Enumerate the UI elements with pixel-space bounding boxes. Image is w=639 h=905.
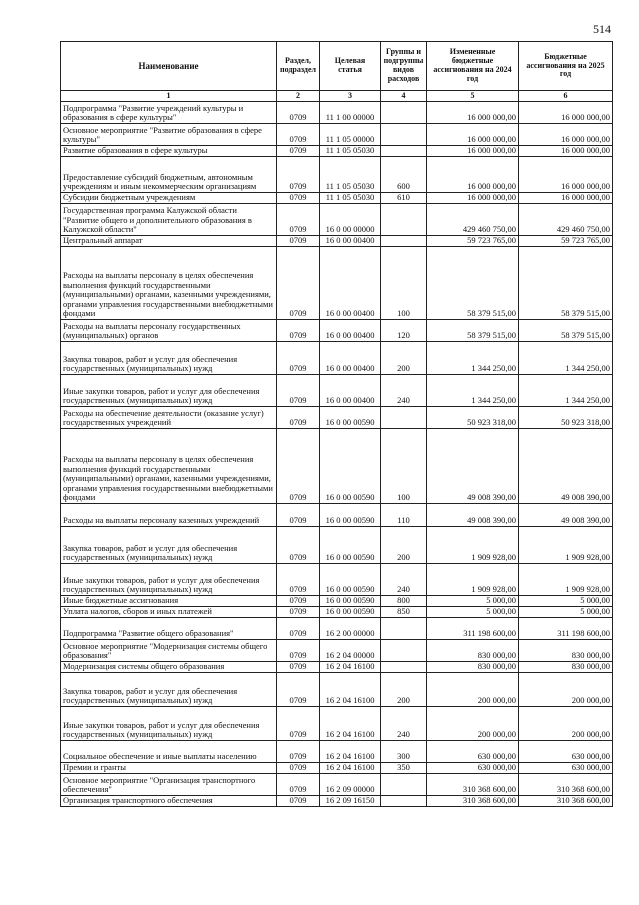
column-number: 5 xyxy=(427,91,519,102)
row-name: Иные закупки товаров, работ и услуг для обеспечения государственных (муниципальных) нужд xyxy=(61,375,277,407)
row-name: Расходы на обеспечение деятельности (оказание услуг) государственных учреждений xyxy=(61,407,277,429)
row-target-article: 16 0 00 00590 xyxy=(320,596,381,607)
row-expense-group: 240 xyxy=(381,564,427,596)
row-expense-group: 100 xyxy=(381,247,427,320)
row-amount-2024: 50 923 318,00 xyxy=(427,407,519,429)
row-target-article: 16 0 00 00590 xyxy=(320,429,381,504)
column-number: 3 xyxy=(320,91,381,102)
row-name: Иные закупки товаров, работ и услуг для обеспечения государственных (муниципальных) нужд xyxy=(61,564,277,596)
row-target-article: 11 1 05 05030 xyxy=(320,157,381,193)
header-row xyxy=(61,42,613,91)
column-number: 4 xyxy=(381,91,427,102)
table-row xyxy=(61,673,613,707)
row-amount-2024: 429 460 750,00 xyxy=(427,204,519,236)
row-amount-2024: 16 000 000,00 xyxy=(427,193,519,204)
row-section: 0709 xyxy=(277,763,320,774)
row-amount-2024: 16 000 000,00 xyxy=(427,124,519,146)
row-name: Расходы на выплаты персоналу государственных (муниципальных) органов xyxy=(61,320,277,342)
row-section: 0709 xyxy=(277,662,320,673)
row-section: 0709 xyxy=(277,342,320,375)
row-name: Подпрограмма "Развитие общего образования" xyxy=(61,618,277,640)
row-amount-2024: 58 379 515,00 xyxy=(427,320,519,342)
table-row xyxy=(61,204,613,236)
row-expense-group xyxy=(381,618,427,640)
row-target-article: 16 2 04 16100 xyxy=(320,741,381,763)
row-target-article: 11 1 00 00000 xyxy=(320,102,381,124)
row-target-article: 16 2 00 00000 xyxy=(320,618,381,640)
row-amount-2025: 830 000,00 xyxy=(519,662,613,673)
row-expense-group: 240 xyxy=(381,707,427,741)
row-amount-2025: 58 379 515,00 xyxy=(519,320,613,342)
row-expense-group xyxy=(381,236,427,247)
row-name: Модернизация системы общего образования xyxy=(61,662,277,673)
row-amount-2025: 630 000,00 xyxy=(519,763,613,774)
row-amount-2025: 50 923 318,00 xyxy=(519,407,613,429)
table-row xyxy=(61,407,613,429)
column-number: 1 xyxy=(61,91,277,102)
row-section: 0709 xyxy=(277,146,320,157)
table-row xyxy=(61,774,613,796)
row-name: Иные бюджетные ассигнования xyxy=(61,596,277,607)
row-target-article: 16 0 00 00400 xyxy=(320,342,381,375)
row-amount-2025: 830 000,00 xyxy=(519,640,613,662)
row-amount-2025: 1 909 928,00 xyxy=(519,564,613,596)
row-expense-group: 800 xyxy=(381,596,427,607)
row-target-article: 16 0 00 00400 xyxy=(320,236,381,247)
row-target-article: 16 2 04 16100 xyxy=(320,707,381,741)
row-amount-2025: 5 000,00 xyxy=(519,607,613,618)
row-section: 0709 xyxy=(277,618,320,640)
row-name: Основное мероприятие "Развитие образования в сфере культуры" xyxy=(61,124,277,146)
row-amount-2025: 1 344 250,00 xyxy=(519,342,613,375)
table-row xyxy=(61,247,613,320)
row-section: 0709 xyxy=(277,564,320,596)
row-name: Уплата налогов, сборов и иных платежей xyxy=(61,607,277,618)
table-row xyxy=(61,527,613,564)
column-number: 2 xyxy=(277,91,320,102)
row-expense-group xyxy=(381,102,427,124)
row-section: 0709 xyxy=(277,247,320,320)
table-row xyxy=(61,741,613,763)
row-name: Социальное обеспечение и иные выплаты населению xyxy=(61,741,277,763)
row-amount-2025: 59 723 765,00 xyxy=(519,236,613,247)
row-expense-group: 200 xyxy=(381,527,427,564)
row-name: Расходы на выплаты персоналу казенных учреждений xyxy=(61,504,277,527)
row-section: 0709 xyxy=(277,596,320,607)
row-expense-group xyxy=(381,124,427,146)
row-amount-2024: 630 000,00 xyxy=(427,763,519,774)
row-target-article: 16 0 00 00590 xyxy=(320,407,381,429)
row-section: 0709 xyxy=(277,796,320,807)
row-amount-2024: 630 000,00 xyxy=(427,741,519,763)
row-name: Субсидии бюджетным учреждениям xyxy=(61,193,277,204)
row-amount-2024: 200 000,00 xyxy=(427,673,519,707)
row-amount-2024: 5 000,00 xyxy=(427,607,519,618)
row-amount-2024: 49 008 390,00 xyxy=(427,504,519,527)
row-expense-group: 200 xyxy=(381,673,427,707)
row-section: 0709 xyxy=(277,102,320,124)
table-row xyxy=(61,763,613,774)
table-row xyxy=(61,342,613,375)
row-expense-group: 350 xyxy=(381,763,427,774)
row-expense-group xyxy=(381,774,427,796)
row-target-article: 16 2 04 16100 xyxy=(320,763,381,774)
row-amount-2025: 49 008 390,00 xyxy=(519,429,613,504)
table-row xyxy=(61,564,613,596)
row-name: Расходы на выплаты персоналу в целях обеспечения выполнения функций государственными (муниципальными) органами, казенными учреждениями, органами управления государственными внебюджетными фондами xyxy=(61,429,277,504)
row-target-article: 16 2 04 16100 xyxy=(320,662,381,673)
row-target-article: 11 1 05 00000 xyxy=(320,124,381,146)
row-amount-2025: 630 000,00 xyxy=(519,741,613,763)
table-row xyxy=(61,596,613,607)
row-target-article: 16 2 09 16150 xyxy=(320,796,381,807)
table-row xyxy=(61,146,613,157)
row-amount-2025: 429 460 750,00 xyxy=(519,204,613,236)
row-amount-2024: 200 000,00 xyxy=(427,707,519,741)
row-amount-2025: 49 008 390,00 xyxy=(519,504,613,527)
row-amount-2025: 200 000,00 xyxy=(519,707,613,741)
row-section: 0709 xyxy=(277,640,320,662)
row-name: Предоставление субсидий бюджетным, автономным учреждениям и иным некоммерческим организациям xyxy=(61,157,277,193)
table-row xyxy=(61,504,613,527)
table-row xyxy=(61,124,613,146)
row-target-article: 16 0 00 00400 xyxy=(320,247,381,320)
row-amount-2025: 310 368 600,00 xyxy=(519,774,613,796)
row-expense-group xyxy=(381,796,427,807)
table-row xyxy=(61,102,613,124)
row-section: 0709 xyxy=(277,741,320,763)
row-name: Основное мероприятие "Модернизация системы общего образования" xyxy=(61,640,277,662)
row-amount-2024: 1 344 250,00 xyxy=(427,375,519,407)
row-section: 0709 xyxy=(277,407,320,429)
row-amount-2025: 16 000 000,00 xyxy=(519,102,613,124)
row-expense-group: 600 xyxy=(381,157,427,193)
row-amount-2025: 58 379 515,00 xyxy=(519,247,613,320)
row-amount-2025: 16 000 000,00 xyxy=(519,193,613,204)
row-expense-group xyxy=(381,662,427,673)
row-amount-2024: 16 000 000,00 xyxy=(427,146,519,157)
row-expense-group xyxy=(381,640,427,662)
row-amount-2025: 310 368 600,00 xyxy=(519,796,613,807)
row-amount-2025: 200 000,00 xyxy=(519,673,613,707)
row-amount-2024: 16 000 000,00 xyxy=(427,102,519,124)
row-target-article: 16 0 00 00400 xyxy=(320,375,381,407)
column-number-row xyxy=(61,91,613,102)
row-expense-group: 300 xyxy=(381,741,427,763)
row-section: 0709 xyxy=(277,320,320,342)
row-target-article: 16 0 00 00400 xyxy=(320,320,381,342)
row-section: 0709 xyxy=(277,124,320,146)
row-expense-group: 200 xyxy=(381,342,427,375)
row-amount-2025: 16 000 000,00 xyxy=(519,124,613,146)
row-section: 0709 xyxy=(277,375,320,407)
row-section: 0709 xyxy=(277,607,320,618)
row-name: Иные закупки товаров, работ и услуг для обеспечения государственных (муниципальных) нужд xyxy=(61,707,277,741)
table-row xyxy=(61,607,613,618)
row-section: 0709 xyxy=(277,193,320,204)
header-section: Раздел, подраздел xyxy=(277,42,320,91)
row-name: Центральный аппарат xyxy=(61,236,277,247)
row-section: 0709 xyxy=(277,157,320,193)
row-name: Расходы на выплаты персоналу в целях обеспечения выполнения функций государственными (муниципальными) органами, казенными учреждениями, органами управления государственными внебюджетными фондами xyxy=(61,247,277,320)
row-section: 0709 xyxy=(277,774,320,796)
row-amount-2024: 1 344 250,00 xyxy=(427,342,519,375)
row-amount-2024: 59 723 765,00 xyxy=(427,236,519,247)
row-name: Государственная программа Калужской области "Развитие общего и дополнительного образования в Калужской области" xyxy=(61,204,277,236)
row-amount-2024: 830 000,00 xyxy=(427,662,519,673)
header-groups: Группы и подгруппы видов расходов xyxy=(381,42,427,91)
row-name: Закупка товаров, работ и услуг для обеспечения государственных (муниципальных) нужд xyxy=(61,527,277,564)
table-row xyxy=(61,320,613,342)
row-target-article: 16 2 09 00000 xyxy=(320,774,381,796)
row-amount-2024: 310 368 600,00 xyxy=(427,796,519,807)
row-section: 0709 xyxy=(277,673,320,707)
row-target-article: 11 1 05 05030 xyxy=(320,146,381,157)
table-row xyxy=(61,236,613,247)
row-amount-2024: 1 909 928,00 xyxy=(427,564,519,596)
row-section: 0709 xyxy=(277,236,320,247)
row-expense-group: 850 xyxy=(381,607,427,618)
row-target-article: 16 0 00 00590 xyxy=(320,607,381,618)
row-section: 0709 xyxy=(277,204,320,236)
table-row xyxy=(61,707,613,741)
row-amount-2025: 1 909 928,00 xyxy=(519,527,613,564)
row-name: Организация транспортного обеспечения xyxy=(61,796,277,807)
row-target-article: 16 0 00 00590 xyxy=(320,527,381,564)
row-expense-group xyxy=(381,407,427,429)
row-amount-2024: 58 379 515,00 xyxy=(427,247,519,320)
row-amount-2025: 16 000 000,00 xyxy=(519,157,613,193)
row-amount-2024: 830 000,00 xyxy=(427,640,519,662)
table-row xyxy=(61,157,613,193)
row-name: Подпрограмма "Развитие учреждений культуры и образования в сфере культуры" xyxy=(61,102,277,124)
row-amount-2024: 311 198 600,00 xyxy=(427,618,519,640)
row-name: Развитие образования в сфере культуры xyxy=(61,146,277,157)
row-amount-2025: 311 198 600,00 xyxy=(519,618,613,640)
table-row xyxy=(61,618,613,640)
row-amount-2025: 5 000,00 xyxy=(519,596,613,607)
row-expense-group: 100 xyxy=(381,429,427,504)
table-row xyxy=(61,193,613,204)
row-amount-2024: 310 368 600,00 xyxy=(427,774,519,796)
row-expense-group: 240 xyxy=(381,375,427,407)
row-target-article: 11 1 05 05030 xyxy=(320,193,381,204)
row-expense-group xyxy=(381,204,427,236)
table-row xyxy=(61,429,613,504)
table-row xyxy=(61,662,613,673)
row-name: Закупка товаров, работ и услуг для обеспечения государственных (муниципальных) нужд xyxy=(61,342,277,375)
row-expense-group: 110 xyxy=(381,504,427,527)
row-name: Премии и гранты xyxy=(61,763,277,774)
budget-table xyxy=(60,41,613,807)
row-amount-2025: 1 344 250,00 xyxy=(519,375,613,407)
row-target-article: 16 0 00 00590 xyxy=(320,564,381,596)
row-amount-2024: 1 909 928,00 xyxy=(427,527,519,564)
row-expense-group: 610 xyxy=(381,193,427,204)
row-expense-group: 120 xyxy=(381,320,427,342)
row-target-article: 16 2 04 16100 xyxy=(320,673,381,707)
header-2024: Измененные бюджетные ассигнования на 2024 год xyxy=(427,42,519,91)
page-number: 514 xyxy=(593,22,611,36)
table-row xyxy=(61,796,613,807)
row-section: 0709 xyxy=(277,504,320,527)
row-section: 0709 xyxy=(277,429,320,504)
header-2025: Бюджетные ассигнования на 2025 год xyxy=(519,42,613,91)
row-target-article: 16 0 00 00590 xyxy=(320,504,381,527)
row-target-article: 16 2 04 00000 xyxy=(320,640,381,662)
row-expense-group xyxy=(381,146,427,157)
row-target-article: 16 0 00 00000 xyxy=(320,204,381,236)
row-amount-2024: 49 008 390,00 xyxy=(427,429,519,504)
row-section: 0709 xyxy=(277,527,320,564)
row-amount-2024: 5 000,00 xyxy=(427,596,519,607)
row-amount-2024: 16 000 000,00 xyxy=(427,157,519,193)
table-row xyxy=(61,640,613,662)
table-row xyxy=(61,375,613,407)
row-amount-2025: 16 000 000,00 xyxy=(519,146,613,157)
row-section: 0709 xyxy=(277,707,320,741)
header-name: Наименование xyxy=(61,42,277,91)
column-number: 6 xyxy=(519,91,613,102)
header-target: Целевая статья xyxy=(320,42,381,91)
row-name: Закупка товаров, работ и услуг для обеспечения государственных (муниципальных) нужд xyxy=(61,673,277,707)
row-name: Основное мероприятие "Организация транспортного обеспечения" xyxy=(61,774,277,796)
